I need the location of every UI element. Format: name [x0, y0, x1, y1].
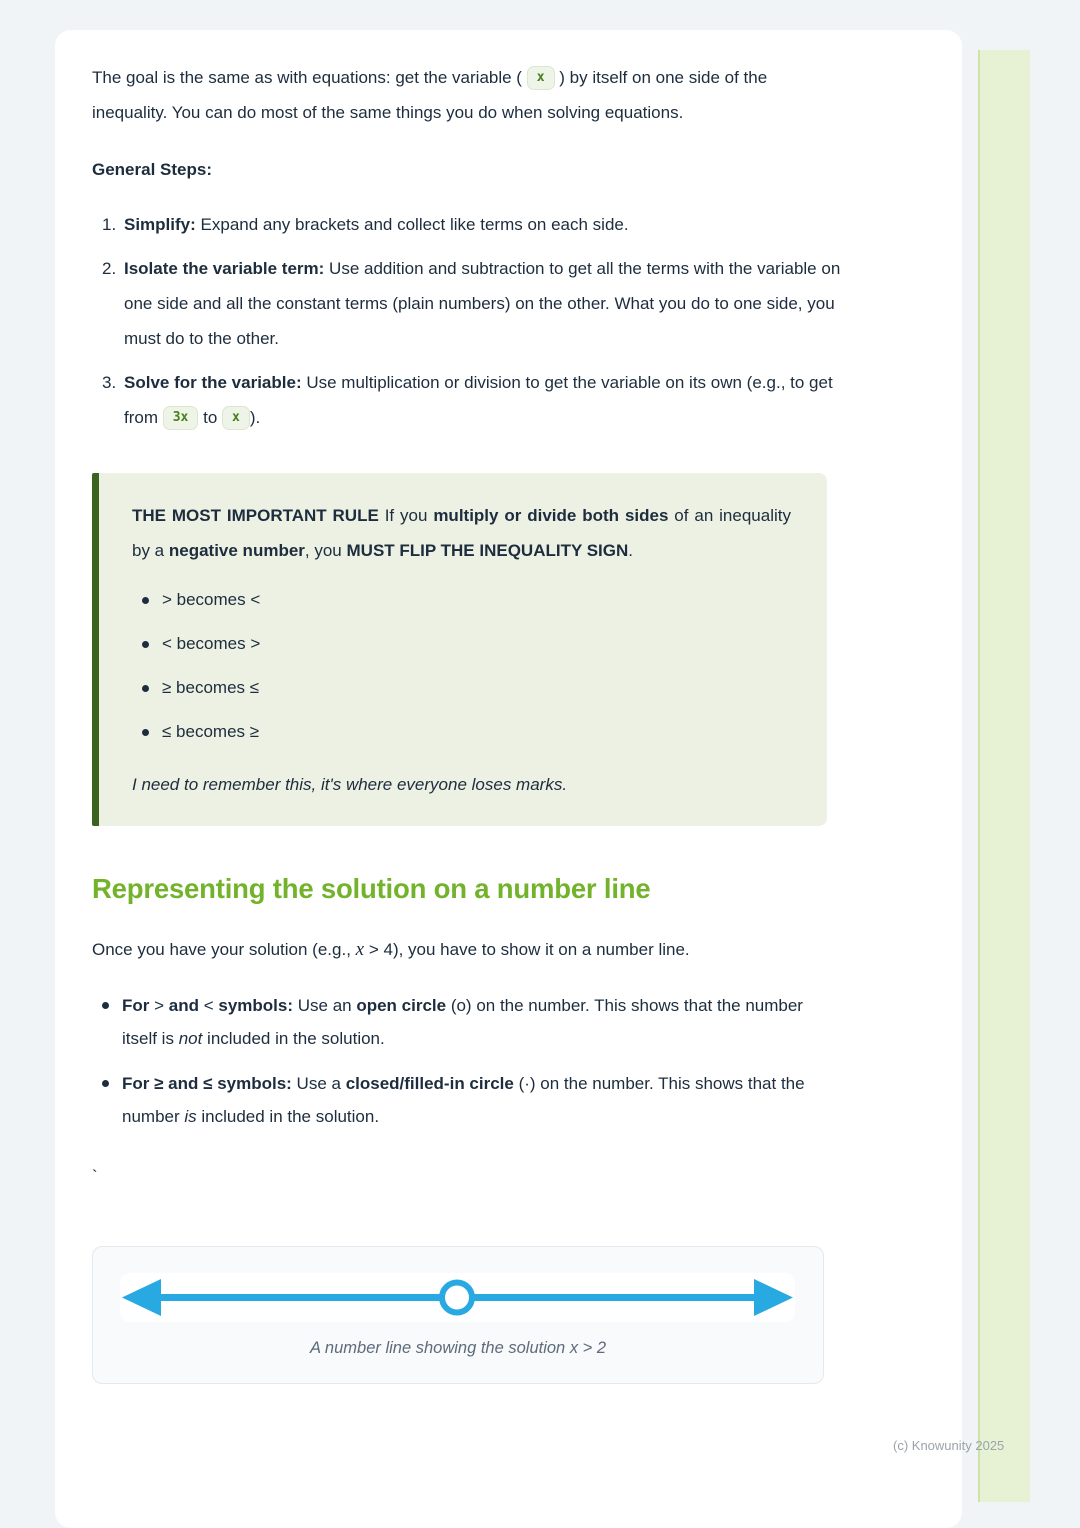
step-number: 1. [102, 215, 117, 234]
inline-code-x: x [527, 66, 555, 90]
flip-rule-bullet: ≤ becomes ≥ [142, 717, 791, 747]
flip-rules-list [142, 585, 791, 747]
open-circle-bullet: For > and < symbols: Use an open circle (o) on the number. This shows that the number itself is not included in the solution. [102, 989, 842, 1055]
copyright-text: (c) Knowunity 2025 [893, 1438, 1005, 1453]
callout-note: I need to remember this, it's where everyone loses marks. [132, 775, 568, 794]
number-line-graphic [120, 1273, 795, 1322]
open-circle-marker [442, 1283, 472, 1313]
left-arrow-icon [122, 1279, 161, 1316]
flip-rule-bullet: < becomes > [142, 629, 791, 659]
right-arrow-icon [754, 1279, 793, 1316]
flip-rule-bullet: ≥ becomes ≤ [142, 673, 791, 703]
bullet-dot-icon [142, 685, 149, 692]
right-decoration-strip [978, 50, 1030, 1502]
step-item-solve: 3. Solve for the variable: Use multiplication or division to get the variable on its own (e.g., to get from 3x to x ). [102, 365, 842, 435]
bullet-dot-icon [102, 1080, 109, 1087]
number-line-bar [120, 1273, 795, 1322]
general-steps-heading: General Steps: [92, 160, 212, 179]
section-heading-number-line: Representing the solution on a number line [92, 873, 651, 904]
important-rule-callout [92, 473, 827, 826]
intro-paragraph: The goal is the same as with equations: get the variable ( x ) by itself on one side of the inequality. You can do most of the same things you do when solving equations. [92, 68, 768, 122]
figure-caption: A number line showing the solution x > 2 [309, 1339, 607, 1357]
content-card [55, 30, 962, 1528]
inline-code-x: x [222, 406, 250, 430]
inline-code-3x: 3x [163, 406, 199, 430]
flip-rule-bullet: > becomes < [142, 585, 791, 615]
bullet-dot-icon [142, 641, 149, 648]
stray-backtick: ` [92, 1167, 98, 1186]
step-number: 2. [102, 259, 117, 278]
bullet-dot-icon [142, 729, 149, 736]
number-line-rules-list [102, 989, 842, 1133]
math-variable: x [355, 939, 365, 960]
closed-circle-bullet: For ≥ and ≤ symbols: Use a closed/filled-in circle (·) on the number. This shows that the number is included in the solution. [102, 1067, 842, 1133]
steps-list [102, 207, 842, 435]
bullet-dot-icon [142, 597, 149, 604]
step-item-simplify: 1. Simplify: Expand any brackets and collect like terms on each side. [102, 207, 842, 242]
step-title: Isolate the variable term: [124, 259, 325, 278]
step-title: Simplify: [124, 215, 196, 234]
step-item-isolate: 2. Isolate the variable term: Use addition and subtraction to get all the terms with the variable on one side and all the constant terms (plain numbers) on the other. What you do to one side, you must do to the other. [102, 251, 842, 356]
number-line-intro: Once you have your solution (e.g., x > 4), you have to show it on a number line. [92, 939, 690, 960]
callout-rule-text: THE MOST IMPORTANT RULE If you multiply or divide both sides of an inequality by a negative number, you MUST FLIP THE INEQUALITY SIGN. [132, 506, 791, 560]
document-content [55, 30, 962, 1384]
step-title: Solve for the variable: [124, 373, 302, 392]
number-line-figure [92, 1246, 824, 1384]
bullet-dot-icon [102, 1002, 109, 1009]
step-number: 3. [102, 373, 117, 392]
